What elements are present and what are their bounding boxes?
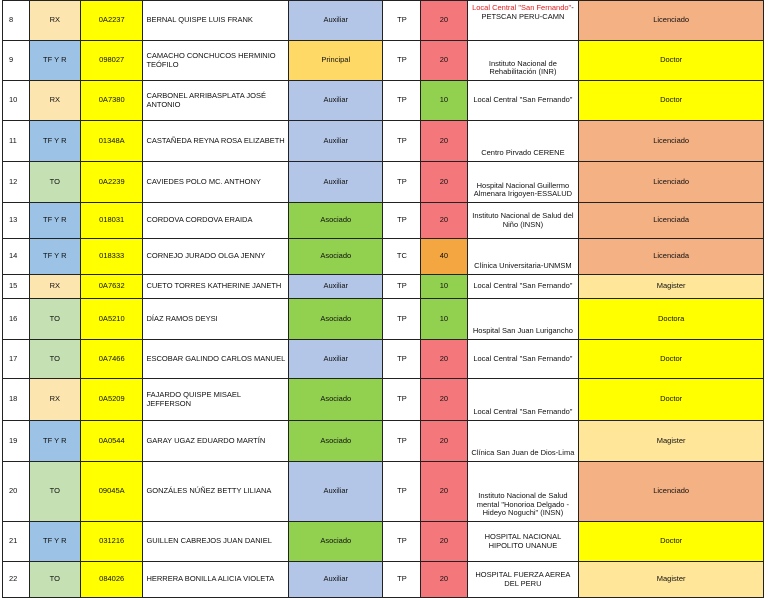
cat-cell: Auxiliar (289, 462, 383, 522)
code-cell: 0A2239 (80, 162, 143, 203)
hours-cell: 20 (421, 340, 467, 379)
code-cell: 0A5209 (80, 379, 143, 421)
institution-cell (467, 299, 579, 340)
area-cell: TO (29, 462, 80, 522)
cat-cell: Asociado (289, 203, 383, 239)
num-cell: 19 (3, 421, 30, 462)
name-cell: CAVIEDES POLO MC. ANTHONY (143, 162, 289, 203)
degree-cell: Doctor (579, 81, 764, 121)
num-cell: 16 (3, 299, 30, 340)
name-cell: BERNAL QUISPE LUIS FRANK (143, 1, 289, 41)
num-cell: 21 (3, 522, 30, 562)
code-cell: 0A7632 (80, 275, 143, 299)
area-cell: TF Y R (29, 121, 80, 162)
name-cell: GUILLEN CABREJOS JUAN DANIEL (143, 522, 289, 562)
institution-text: Local Central "San Fernando" (473, 407, 573, 417)
degree-cell: Licenciada (579, 203, 764, 239)
num-cell: 17 (3, 340, 30, 379)
institution-cell (467, 1, 579, 41)
cat-cell: Asociado (289, 299, 383, 340)
institution-text: Clínica San Juan de Dios-Lima (471, 448, 575, 458)
table-row (3, 81, 764, 121)
cat-cell: Auxiliar (289, 1, 383, 41)
type-cell: TP (383, 299, 421, 340)
table-row (3, 275, 764, 299)
degree-cell: Doctor (579, 41, 764, 81)
institution-text: Hospital San Juan Lurigancho (472, 326, 573, 336)
table-row (3, 203, 764, 239)
hours-cell: 10 (421, 275, 467, 299)
area-cell: RX (29, 379, 80, 421)
institution-text: HOSPITAL FUERZA AEREA DEL PERU (475, 569, 571, 588)
num-cell: 9 (3, 41, 30, 81)
cat-cell: Auxiliar (289, 562, 383, 598)
name-cell: GARAY UGAZ EDUARDO MARTÍN (143, 421, 289, 462)
code-cell: 084026 (80, 562, 143, 598)
cat-cell: Principal (289, 41, 383, 81)
table-row (3, 522, 764, 562)
table-row (3, 340, 764, 379)
cat-cell: Asociado (289, 379, 383, 421)
degree-cell: Doctora (579, 299, 764, 340)
type-cell: TP (383, 275, 421, 299)
table-row (3, 421, 764, 462)
degree-cell: Magister (579, 421, 764, 462)
table-row (3, 41, 764, 81)
type-cell: TP (383, 41, 421, 81)
area-cell: TO (29, 299, 80, 340)
institution-cell (467, 340, 579, 379)
type-cell: TP (383, 162, 421, 203)
institution-text: Instituto Nacional de Rehabilitación (INR) (488, 58, 557, 77)
degree-cell: Licenciado (579, 1, 764, 41)
area-cell: TO (29, 340, 80, 379)
num-cell: 18 (3, 379, 30, 421)
type-cell: TP (383, 121, 421, 162)
type-cell: TP (383, 1, 421, 41)
name-cell: CAMACHO CONCHUCOS HERMINIO TEÓFILO (143, 41, 289, 81)
degree-cell: Doctor (579, 340, 764, 379)
hours-cell: 20 (421, 1, 467, 41)
num-cell: 15 (3, 275, 30, 299)
type-cell: TP (383, 340, 421, 379)
name-cell: CORDOVA CORDOVA ERAIDA (143, 203, 289, 239)
hours-cell: 20 (421, 562, 467, 598)
institution-cell (467, 203, 579, 239)
hours-cell: 20 (421, 121, 467, 162)
code-cell: 0A5210 (80, 299, 143, 340)
table-row (3, 379, 764, 421)
type-cell: TP (383, 203, 421, 239)
cat-cell: Auxiliar (289, 275, 383, 299)
code-cell: 09045A (80, 462, 143, 522)
institution-text: Clínica Universitaria-UNMSM (474, 261, 572, 271)
hours-cell: 20 (421, 462, 467, 522)
degree-cell: Magister (579, 562, 764, 598)
table-row (3, 239, 764, 275)
num-cell: 13 (3, 203, 30, 239)
name-cell: DÍAZ RAMOS DEYSI (143, 299, 289, 340)
name-cell: CUETO TORRES KATHERINE JANETH (143, 275, 289, 299)
hours-cell: 40 (421, 239, 467, 275)
institution-cell (467, 562, 579, 598)
institution-cell (467, 462, 579, 522)
num-cell: 22 (3, 562, 30, 598)
code-cell: 0A2237 (80, 1, 143, 41)
table-body (3, 1, 764, 598)
name-cell: CARBONEL ARRIBASPLATA JOSÉ ANTONIO (143, 81, 289, 121)
cat-cell: Auxiliar (289, 121, 383, 162)
area-cell: RX (29, 1, 80, 41)
name-cell: CASTAÑEDA REYNA ROSA ELIZABETH (143, 121, 289, 162)
type-cell: TP (383, 421, 421, 462)
code-cell: 0A7466 (80, 340, 143, 379)
hours-cell: 20 (421, 203, 467, 239)
institution-highlight: Local Central "San Fernando" (472, 3, 572, 12)
degree-cell: Licenciado (579, 162, 764, 203)
hours-cell: 20 (421, 162, 467, 203)
degree-cell: Licenciado (579, 121, 764, 162)
institution-cell (467, 379, 579, 421)
name-cell: ESCOBAR GALINDO CARLOS MANUEL (143, 340, 289, 379)
code-cell: 018031 (80, 203, 143, 239)
table-row (3, 162, 764, 203)
hours-cell: 20 (421, 421, 467, 462)
num-cell: 11 (3, 121, 30, 162)
degree-cell: Doctor (579, 379, 764, 421)
table-row (3, 299, 764, 340)
cat-cell: Auxiliar (289, 81, 383, 121)
hours-cell: 10 (421, 81, 467, 121)
institution-text: Hospital Nacional Guillermo Almenara Irigoyen-ESSALUD (473, 180, 573, 199)
name-cell: GONZÁLES NÚÑEZ BETTY LILIANA (143, 462, 289, 522)
area-cell: TF Y R (29, 421, 80, 462)
hours-cell: 20 (421, 41, 467, 81)
institution-cell (467, 275, 579, 299)
institution-cell (467, 162, 579, 203)
code-cell: 098027 (80, 41, 143, 81)
institution-cell (467, 41, 579, 81)
type-cell: TP (383, 379, 421, 421)
area-cell: TO (29, 562, 80, 598)
table-row (3, 1, 764, 41)
cat-cell: Auxiliar (289, 340, 383, 379)
num-cell: 10 (3, 81, 30, 121)
faculty-table (2, 0, 764, 598)
cat-cell: Auxiliar (289, 162, 383, 203)
area-cell: RX (29, 81, 80, 121)
type-cell: TP (383, 562, 421, 598)
institution-text: HOSPITAL NACIONAL HIPOLITO UNANUE (484, 531, 562, 550)
degree-cell: Licenciada (579, 239, 764, 275)
hours-cell: 10 (421, 299, 467, 340)
code-cell: 01348A (80, 121, 143, 162)
hours-cell: 20 (421, 379, 467, 421)
institution-text: Instituto Nacional de Salud mental "Honorioa Delgado - Hideyo Noguchi" (INSN) (476, 491, 570, 518)
area-cell: TF Y R (29, 522, 80, 562)
institution-text: Local Central "San Fernando" (473, 281, 573, 291)
cat-cell: Asociado (289, 522, 383, 562)
code-cell: 031216 (80, 522, 143, 562)
name-cell: FAJARDO QUISPE MISAEL JEFFERSON (143, 379, 289, 421)
cat-cell: Asociado (289, 421, 383, 462)
cat-cell: Asociado (289, 239, 383, 275)
area-cell: RX (29, 275, 80, 299)
table-row (3, 121, 764, 162)
table-row (3, 462, 764, 522)
name-cell: HERRERA BONILLA ALICIA VIOLETA (143, 562, 289, 598)
num-cell: 20 (3, 462, 30, 522)
institution-text: Local Central "San Fernando" (473, 95, 573, 105)
degree-cell: Magister (579, 275, 764, 299)
code-cell: 0A7380 (80, 81, 143, 121)
type-cell: TP (383, 462, 421, 522)
area-cell: TO (29, 162, 80, 203)
code-cell: 018333 (80, 239, 143, 275)
institution-cell (467, 522, 579, 562)
institution-cell (467, 81, 579, 121)
type-cell: TP (383, 522, 421, 562)
degree-cell: Doctor (579, 522, 764, 562)
institution-text: Centro Pirvado CERENE (481, 148, 565, 158)
num-cell: 8 (3, 1, 30, 41)
num-cell: 14 (3, 239, 30, 275)
num-cell: 12 (3, 162, 30, 203)
type-cell: TP (383, 81, 421, 121)
hours-cell: 20 (421, 522, 467, 562)
institution-cell (467, 121, 579, 162)
area-cell: TF Y R (29, 41, 80, 81)
code-cell: 0A0544 (80, 421, 143, 462)
table-row (3, 562, 764, 598)
institution-text: -PETSCAN PERU-CAMN (481, 3, 574, 21)
area-cell: TF Y R (29, 239, 80, 275)
name-cell: CORNEJO JURADO OLGA JENNY (143, 239, 289, 275)
area-cell: TF Y R (29, 203, 80, 239)
type-cell: TC (383, 239, 421, 275)
degree-cell: Licenciado (579, 462, 764, 522)
institution-cell (467, 239, 579, 275)
institution-text: Instituto Nacional de Salud del Niño (INSN) (472, 210, 574, 229)
institution-text: Local Central "San Fernando" (473, 353, 573, 363)
institution-cell (467, 421, 579, 462)
